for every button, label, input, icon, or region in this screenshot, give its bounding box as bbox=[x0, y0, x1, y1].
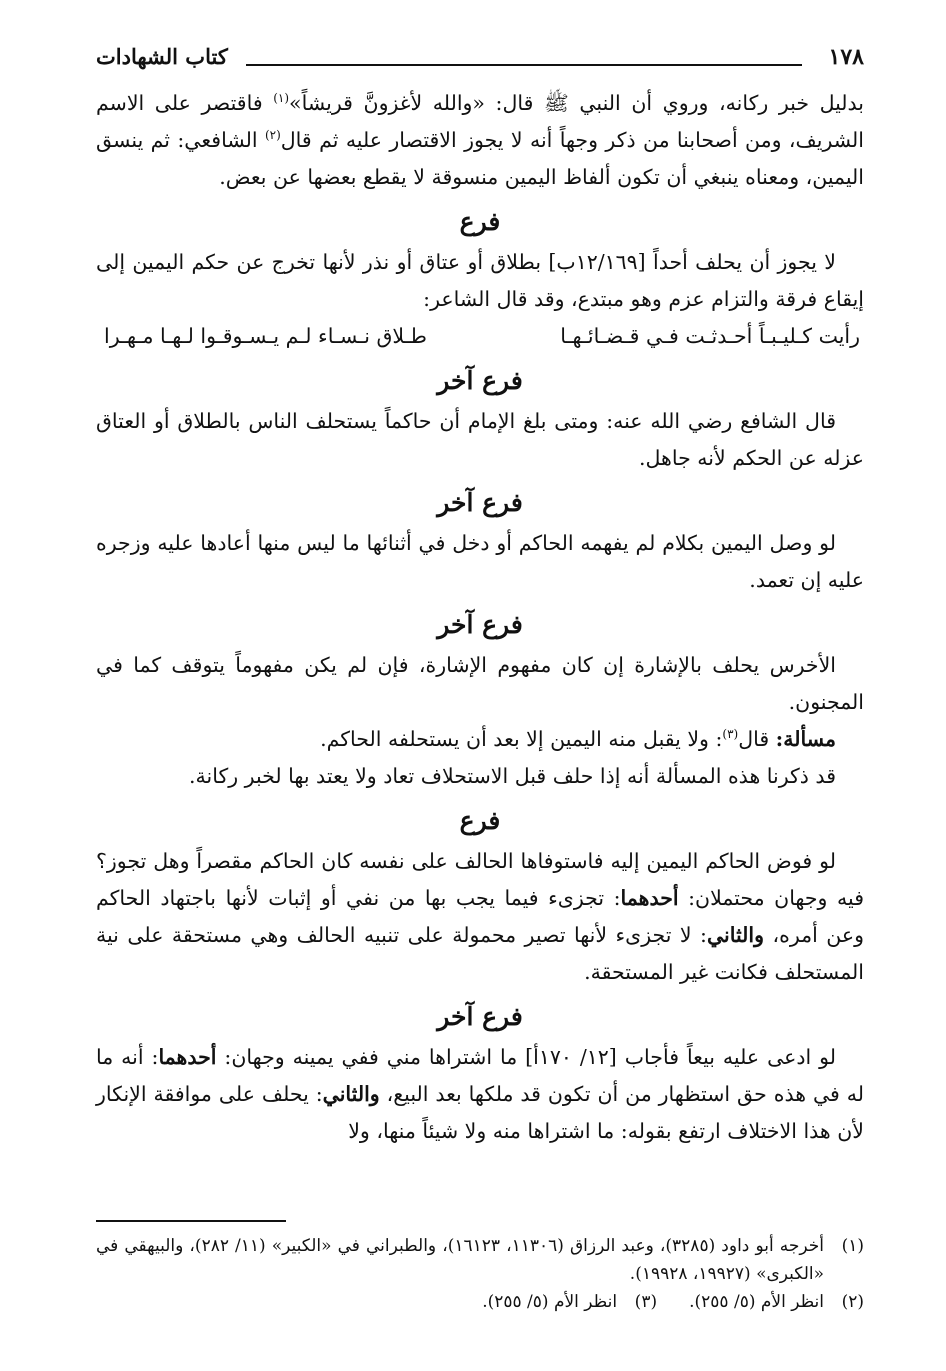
paragraph-text: قال bbox=[738, 727, 776, 751]
footnote-text: انظر الأم (٥/ ٢٥٥). bbox=[482, 1292, 618, 1312]
paragraph-text: : يحلف على موافقة الإنكار لأن هذا الاختلاف ارتفع بقوله: ما اشتراها منه ولا شيئاً منها، ولا bbox=[96, 1082, 864, 1143]
footnote-1 bbox=[96, 1232, 864, 1288]
paragraph-text: : ولا يقبل منه اليمين إلا بعد أن يستحلفه الحاكم. bbox=[320, 727, 723, 751]
footnote-text: أخرجه أبو داود (٣٢٨٥)، وعبد الرزاق (١١٣٠٦، ١٦١٢٣)، والطبراني في «الكبير» (١١/ ٢٨٢)، والبيهقي في «الكبرى» (١٩٩٢٧، ١٩٩٢٨). bbox=[96, 1236, 824, 1284]
paragraph-6: قد ذكرنا هذه المسألة أنه إذا حلف قبل الاستحلاف تعاد ولا يعتد بها لخبر ركانة. bbox=[189, 764, 836, 788]
section-heading: فرع bbox=[459, 806, 501, 835]
footnote-number: (٣) bbox=[634, 1292, 658, 1312]
paragraph-text: فاقتصر على الاسم الشريف، ومن أصحابنا من ذكر وجهاً أنه لا يجوز الاقتصار عليه ثم قال bbox=[96, 91, 864, 152]
footnote-3 bbox=[482, 1288, 657, 1316]
section-heading: فرع آخر bbox=[437, 1002, 523, 1031]
paragraph-5: الأخرس يحلف بالإشارة إن كان مفهوم الإشارة، فإن لم يكن مفهوماً يتوقف كما في المجنون. bbox=[96, 653, 864, 714]
header-rule bbox=[246, 64, 802, 66]
masala-paragraph bbox=[96, 721, 864, 758]
page-number: ١٧٨ bbox=[828, 44, 864, 70]
bold-term: أحدهما bbox=[620, 886, 679, 910]
paragraph-7 bbox=[96, 843, 864, 991]
masala-label: مسألة: bbox=[775, 727, 836, 751]
bold-term: والثاني bbox=[706, 923, 765, 947]
footnote-pair bbox=[96, 1288, 864, 1316]
section-heading: فرع bbox=[459, 207, 501, 236]
footnote-2 bbox=[689, 1288, 864, 1316]
section-heading: فرع آخر bbox=[437, 610, 523, 639]
bold-term: أحدهما bbox=[158, 1045, 217, 1069]
paragraph-2: لا يجوز أن يحلف أحداً [١٢/١٦٩ب] بطلاق أو عتاق أو نذر لأنها تخرج عن حكم اليمين إلى إيقاع فرقة والتزام عزم وهو مبتدع، وقد قال الشاعر: bbox=[96, 250, 864, 311]
poem-second-hemistich: طـلاق نـسـاء لـم يـسـوقـوا لـهـا مـهـرا bbox=[104, 324, 427, 348]
section-heading: فرع آخر bbox=[437, 488, 523, 517]
paragraph-text: : تجزىء فيما يجب بها من نفي أو إثبات لأنها باجتهاد الحاكم وعن أمره، bbox=[96, 886, 864, 947]
page-body bbox=[96, 85, 864, 1150]
paragraph-3: قال الشافع رضي الله عنه: ومتى بلغ الإمام أن حاكماً يستحلف الناس بالطلاق أو العتاق عزله عن الحكم لأنه جاهل. bbox=[96, 409, 864, 470]
bold-term: والثاني bbox=[322, 1082, 380, 1106]
paragraph-text: الشافعي: ثم ينسق اليمين، ومعناه ينبغي أن تكون ألفاظ اليمين منسوقة لا يقطع بعضها عن بعض. bbox=[96, 128, 864, 189]
paragraph-text: لو فوض الحاكم اليمين إليه فاستوفاها الحالف على نفسه كان الحاكم مقصراً وهل تجوز؟ فيه وجهان محتملان: bbox=[96, 849, 864, 910]
footnote-number: (١) bbox=[841, 1236, 864, 1256]
footnote-ref-1: (١) bbox=[273, 91, 290, 106]
paragraph-text: لو ادعى عليه بيعاً فأجاب [١٢/ ١٧٠أ] ما اشتراها مني ففي يمينه وجهان: bbox=[216, 1045, 836, 1069]
footnotes bbox=[96, 1232, 864, 1316]
footnote-ref-3: (٣) bbox=[722, 727, 739, 742]
poem-first-hemistich: رأيت كـليـبـاً أحـدثـت فـي قـضـائـهـا bbox=[560, 324, 860, 348]
section-heading: فرع آخر bbox=[437, 366, 523, 395]
footnote-ref-2: (٢) bbox=[264, 128, 281, 143]
footnote-rule bbox=[96, 1220, 286, 1222]
paragraph-4: لو وصل اليمين بكلام لم يفهمه الحاكم أو دخل في أثنائها ما ليس منها أعادها عليه وزجره عليه إن تعمد. bbox=[96, 531, 864, 592]
paragraph-8 bbox=[96, 1039, 864, 1150]
footnote-text: انظر الأم (٥/ ٢٥٥). bbox=[689, 1292, 824, 1312]
page-header bbox=[96, 44, 864, 80]
paragraph-text: : أنه ما له في هذه حق استظهار من أن تكون قد ملكها بعد البيع، bbox=[96, 1045, 864, 1106]
running-title: كتاب الشهادات bbox=[96, 44, 228, 69]
paragraph-text: : لا تجزىء لأنها تصير محمولة على تنبيه الحالف وهي مستحقة على نية المستحلف فكانت غير المستحقة. bbox=[96, 923, 864, 984]
paragraph-1 bbox=[96, 85, 864, 196]
paragraph-text: بدليل خبر ركانه، وروي أن النبي ﷺ قال: «والله لأغزونَّ قريشاً» bbox=[289, 91, 865, 115]
poem-verse bbox=[96, 318, 864, 355]
footnote-number: (٢) bbox=[841, 1292, 864, 1312]
